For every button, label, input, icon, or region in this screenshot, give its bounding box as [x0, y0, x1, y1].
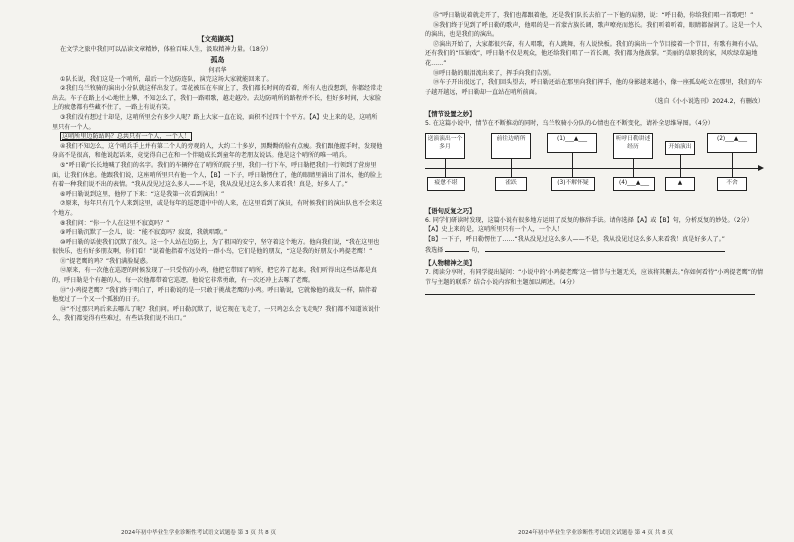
paragraph-18: ⑱呼日勒的眼泪流出来了，挥手向我们告别。	[433, 69, 555, 77]
intro-text: 在文学之旅中我们可以品读文章精妙，体验百味人生，汲取精神力量。（18分）	[60, 46, 272, 53]
connector	[572, 153, 573, 177]
answer-choice-blank[interactable]	[445, 244, 469, 252]
section-label: 【文苑撷英】	[198, 35, 237, 43]
flow-top-3[interactable]: (1)___▲___	[547, 133, 597, 153]
answer-7-blank[interactable]	[425, 287, 755, 295]
answer-label: 我选择	[425, 247, 444, 255]
paragraph-13: ⑬“小鸡提老鹰？”我们终于明白了，呼日勒说的是一只敢于挑战老鹰的小鸡。呼日勒说，它就像他的战友一样，陪伴着他度过了一个又一个孤独的日子。	[52, 286, 378, 304]
timeline-arrow	[425, 168, 761, 169]
connector	[445, 159, 446, 177]
paragraph-7: ⑦原来，每年只有几个人来到这里，或是每年的巡逻道中中的人来，在这里看到了演员，有时候我们的演出队也不会来这个地方。	[52, 200, 383, 217]
option-a: 【A】史上来的是，这哨所里只有一个人，一个人！	[425, 226, 564, 234]
flow-top-5: 开始演出	[665, 141, 695, 155]
section-tag-repetition: 【语句反复之巧】	[425, 207, 476, 215]
paragraph-11: ⑪“提老鹰的鸡？”我们满脸疑惑。	[60, 257, 152, 265]
flow-top-6[interactable]: (2)___▲___	[707, 133, 757, 153]
paragraph-9: ⑨呼日勒沉默了一会儿，说：“能不寂寞吗？寂寞，我就唱歌。”	[60, 229, 228, 237]
connector	[633, 159, 634, 177]
connector	[511, 159, 512, 177]
paragraph-3-boxed	[52, 132, 383, 142]
section-tag-character: 【人物精神之美】	[425, 259, 476, 267]
flow-top-2: 前往边哨所	[491, 133, 531, 159]
paragraph-16: ⑯我们终于见到了呼日勒的歌声，他唱的是一首蒙古族长调，歌声嘹亮而悠长。我们听着听着，眼睛都湿润了。这是一个人的演出，也是我们的演出。	[425, 21, 763, 39]
flow-bottom-1: 疲惫不堪	[427, 177, 465, 191]
question-5: 5. 在这篇小说中，情节在不断推动的同时，乌兰牧骑小分队的心情也在不断变化，请补全思维导图。（4分）	[425, 119, 714, 127]
paragraph-12: ⑫原来，有一次他在巡逻的时候发现了一只受伤的小鸡，他把它带回了哨所，把它养了起来。我们听得出这些话都是真的，呼日勒是个有趣的人，每一次他都带着它巡逻，他说它非常勇敢，有一次还冲上去啄了老鹰。	[52, 267, 377, 285]
paragraph-15: ⑮“呼日勒说着就走开了，我们也都跟着他，还是我们队长去拍了一下他的肩膀，说：“呼日勒，你给我们唱一首歌吧！”	[433, 12, 754, 19]
flow-top-1: 送演演出一个多月	[425, 133, 465, 159]
paragraph-5: ⑤“呼日勒”长长地喊了我们的名字。我们的车辆停在了哨所的院子里，我们一行下车，呼日勒把我们一行领到了营房里面，让我们休息。他跟我们说，这座哨所里只有他一个人，【B】一下子，呼日勒愣住了，他的眼睛里涌出了泪水，他的脸上有着一种我们说不出的表情。“我从没见过这么多人——不是，我从没见过这么多人来看我！真是，好多人了。”	[52, 161, 383, 189]
paragraph-10: ⑩呼日勒的话使我们沉默了很久。这一个人站在边防上，为了祖国的安宁，坚守着这个地方。他向我们说，“我在这里也很快乐，也有好多朋友啊，你们看！”说着他指着不远处的一群小鸟，它们是他的朋友，“这是我的好朋友小鸡提老鹰！”	[52, 238, 380, 256]
source-note: （选自《小小说选刊》2024.2，有删改）	[651, 98, 764, 106]
connector	[732, 153, 733, 177]
flow-bottom-3: (3)不解怀疑	[551, 177, 595, 191]
story-title: 孤岛	[210, 55, 225, 64]
page-4	[397, 0, 794, 542]
paragraph-8: ⑧我们问：“你一个人在这里不寂寞吗？”	[60, 219, 170, 227]
answer-line-7	[425, 287, 764, 299]
page-4-footer: 2024年初中毕业生学业诊断性考试语文试题卷 第 4 页 共 8 页	[517, 530, 674, 536]
mind-map	[425, 133, 764, 203]
paragraph-1: ①队长说，我们这是一个哨所，最后一个边防连队，演完这场大家就能回来了。	[60, 75, 273, 83]
option-b: 【B】一下子，呼日勒愣住了……“我从没见过这么多人——不是，我从没见过这么多人来看我！真是好多人了。”	[425, 235, 725, 243]
question-7: 7. 阅读分享时，有同学提出疑问：“小说中的‘小鸡提老鹰’这一情节与主题无关，应该将其删去。”你如何看待“小鸡提老鹰”的情节与主题的联系？结合小说内容和主题加以阐述。（4分）	[425, 268, 764, 286]
section-tag-plot: 【情节设置之妙】	[425, 110, 476, 118]
paragraph-17: ⑰演出开始了，大家都很兴奋，有人唱歌，有人跳舞，有人说快板。我们的演出一个节目接着一个节目，有歌有舞有小品，还有我们的“压轴戏”，呼日勒不仅是观众，他还给我们唱了一首长调，我们都为他鼓掌。“美丽的草原我的家，风吹绿草遍地花……”	[425, 40, 763, 67]
paragraph-3: ③我们没有想过十却是，这哨所里会有多少人呢？路上大家一直在说，面积不过四十个平方。【A】史上来的是，这哨所里只有一个人。	[52, 113, 378, 131]
sentence-a-box: 这哨所里边防站吗？总共只有一个人，一个人！	[62, 133, 190, 141]
paragraph-6: ⑥呼日勒说到这里，他停了下来：“这是我第一次看到演出！”	[60, 190, 225, 198]
answer-mid: 句，	[471, 247, 484, 255]
paragraph-14: ⑭“不过那只鸡后来去哪儿了呢？我们问。呼日勒沉默了，说它现在飞走了，一只鸡怎么会飞走呢？我们都不知道该说什么，我们都觉得有些难过，有些话我们说不出口。”	[52, 305, 381, 323]
answer-analysis-blank[interactable]	[485, 244, 725, 252]
answer-line	[425, 244, 764, 256]
paragraph-19: ⑲车子开出很远了，我们回头望去，呼日勒还站在那里向我们挥手，他的身影越来越小，像一座孤岛屹立在那里，我们的车子越开越远，呼日勒却一直站在哨所前面。	[425, 79, 763, 96]
flow-bottom-2: 雀跃	[495, 177, 527, 191]
flow-bottom-5[interactable]: ▲	[665, 177, 695, 191]
story-author: 何君华	[208, 66, 227, 74]
timeline-arrowhead	[758, 165, 764, 171]
flow-bottom-4[interactable]: (4)___▲___	[613, 177, 655, 191]
page-3-footer: 2024年初中毕业生学业诊断性考试语文试题卷 第 3 页 共 8 页	[120, 530, 277, 536]
flow-top-4: 听呼日勒讲述经历	[613, 133, 653, 159]
connector	[680, 155, 681, 177]
paragraph-2: ②我们乌兰牧骑的演出小分队就这样出发了。雪花被压在车窗上了，我们都长时间的看着，所有人也没想到，你都经常走出去。车子在路上小心地往上攀，不知怎么了，我们一路唱歌，越走越冷。去边防哨所的路程并不长，但好多时间，大家脸上的疲惫都有些藏不住了，一路上有说有笑。	[52, 85, 383, 112]
paragraph-4: ④我们不知怎么，这个哨兵手上并有第二个人的旁观的人，大约二十多岁，黑黝黝的脸有点瘦。我们跟他握手时，发现他身高不是很高，和他说起话来，竟觉得自己在和一个伴随成长到童年的老朋友说话。他是这个哨所的唯一哨兵。	[52, 142, 383, 160]
question-6: 6. 同学们研读时发现，这篇小说有很多地方运用了反复的修辞手法。请你选择【A】或【B】句，分析反复的妙处。（2分）	[425, 216, 753, 224]
flow-bottom-6: 不舍	[717, 177, 747, 191]
